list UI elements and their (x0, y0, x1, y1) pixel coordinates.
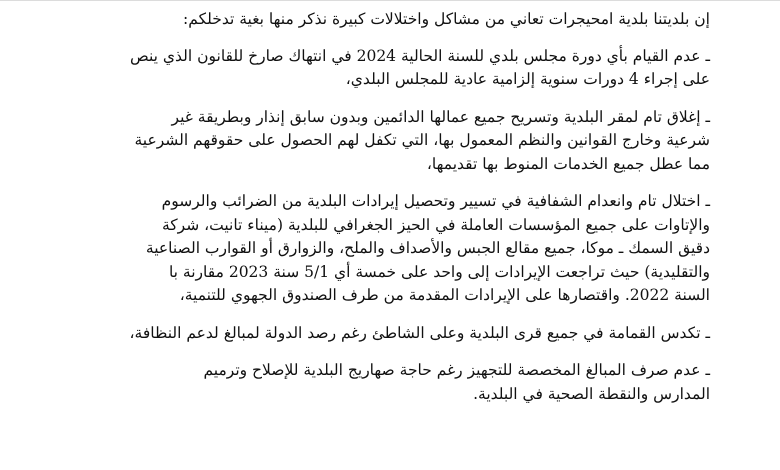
item-office-closure (96, 106, 710, 177)
text-line: ـ إغلاق تام لمقر البلدية وتسريح جميع عمالها الدائمين وبدون سابق إنذار وبطريقة غير (171, 107, 710, 126)
item-garbage-accumulation (96, 322, 710, 346)
item-equipment-funds (96, 359, 710, 406)
text-line: مما عطل جميع الخدمات المنوط بها تقديمها، (426, 154, 710, 173)
item-revenue-transparency (96, 190, 710, 308)
text-line: المدارس والنقطة الصحية في البلدية. (473, 384, 710, 403)
text-line: دقيق السمك ـ موكا، جميع مقالع الجبس والأصداف والملح، والزوارق أو القوارب الصناعية (145, 239, 710, 257)
intro-paragraph: إن بلديتنا بلدية امحيجرات تعاني من مشاكل واختلالات كبيرة نذكر منها بغية تدخلكم: (183, 10, 710, 28)
text-line: ـ اختلال تام وانعدام الشفافية في تسيير وتحصيل إيرادات البلدية من الضرائب والرسوم (161, 192, 710, 210)
text-line: على إجراء 4 دورات سنوية إلزامية عادية للمجلس البلدي، (345, 70, 710, 88)
text-line: ـ عدم صرف المبالغ المخصصة للتجهيز رغم حاجة صهاريج البلدية للإصلاح وترميم (203, 361, 710, 379)
item-council-sessions (96, 45, 710, 92)
text-line: السنة 2022. واقتصارها على الإيرادات المقدمة من طرف الصندوق الجهوي للتنمية، (179, 286, 710, 304)
text-line: ـ تكدس القمامة في جميع قرى البلدية وعلى الشاطئ رغم رصد الدولة لمبالغ لدعم النظافة، (129, 323, 710, 342)
text-line: ـ عدم القيام بأي دورة مجلس بلدي للسنة الحالية 2024 في انتهاك صارخ للقانون الذي ينص (129, 46, 710, 65)
text-line: والتقليدية) حيث تراجعت الإيرادات إلى واحد على خمسة أي 5/1 سنة 2023 مقارنة با (168, 262, 710, 281)
text-line: شرعية وخارج القوانين والنظم المعمول بها، التي تكفل لهم الحصول على حقوقهم الشرعية (134, 131, 710, 149)
text-line: والإتاوات على جميع المؤسسات العاملة في الحيز الجغرافي للبلدية (ميناء تانيت، شركة (161, 215, 710, 234)
top-divider (0, 0, 780, 1)
document-body (96, 8, 710, 406)
